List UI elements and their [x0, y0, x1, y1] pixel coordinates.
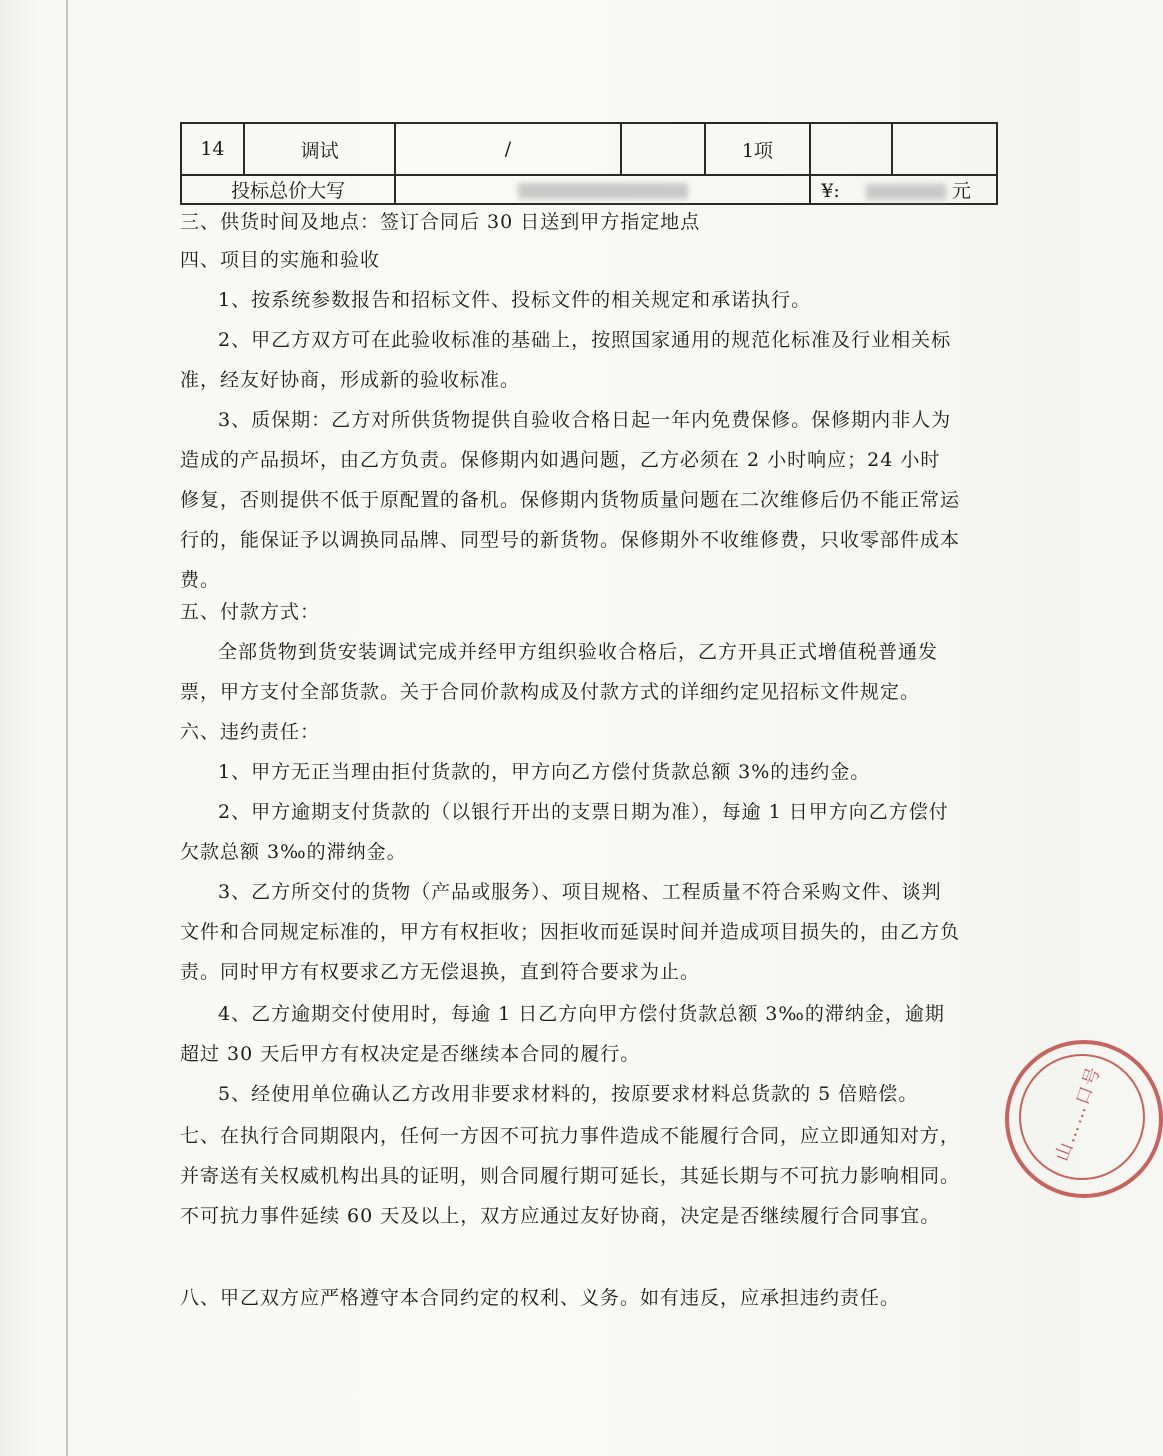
section-5-payment: 全部货物到货安装调试完成并经甲方组织验收合格后，乙方开具正式增值税普通发票，甲方支付全部货款。关于合同价款构成及付款方式的详细约定见招标文件规定。 — [180, 641, 939, 703]
currency-suffix: 元 — [951, 180, 971, 202]
total-row — [181, 175, 997, 204]
section-8-obligations: 八、甲乙双方应严格遵守本合同约定的权利、义务。如有违反，应承担违约责任。 — [180, 1287, 901, 1309]
currency-prefix: ¥: — [821, 180, 840, 202]
total-amount-cell — [810, 175, 997, 204]
section-6-title: 六、违约责任： — [180, 721, 321, 743]
empty-cell — [621, 123, 705, 175]
row-number: 14 — [181, 123, 244, 175]
empty-cell — [810, 123, 892, 175]
company-seal-stamp — [1005, 1040, 1163, 1198]
table-row — [181, 123, 997, 175]
section-4-item-2: 2、甲乙方双方可在此验收标准的基础上，按照国家通用的规范化标准及行业相关标准，经友好协商，形成新的验收标准。 — [180, 329, 952, 391]
total-amount-words-redacted — [395, 175, 810, 204]
total-label: 投标总价大写 — [181, 175, 395, 204]
section-4-item-1: 1、按系统参数报告和招标文件、投标文件的相关规定和承诺执行。 — [218, 289, 812, 311]
section-4-item-3: 3、质保期：乙方对所供货物提供自验收合格日起一年内免费保修。保修期内非人为造成的产品损坏，由乙方负责。保修期内如遇问题，乙方必须在 2 小时响应；24 小时修复，否则提供不低于原配置的备机。保修期内货物质量问题在二次维修后仍不能正常运行的，能保证予以调换同品牌、同型号的新货物。保修期外不收维修费，只收零部件成本费。 — [180, 409, 961, 591]
section-4-title: 四、项目的实施和验收 — [180, 249, 381, 271]
seal-text: 山……口号 — [1051, 1062, 1106, 1165]
section-6-item-5: 5、经使用单位确认乙方改用非要求材料的，按原要求材料总货款的 5 倍赔偿。 — [218, 1083, 919, 1105]
item-name: 调试 — [244, 123, 395, 175]
section-6-item-4: 4、乙方逾期交付使用时，每逾 1 日乙方向甲方偿付货款总额 3‰的滞纳金，逾期超过 30 天后甲方有权决定是否继续本合同的履行。 — [180, 1003, 945, 1065]
item-quantity: 1项 — [705, 123, 811, 175]
section-6-item-3: 3、乙方所交付的货物（产品或服务）、项目规格、工程质量不符合采购文件、谈判文件和合同规定标准的，甲方有权拒收；因拒收而延误时间并造成项目损失的，由乙方负责。同时甲方有权要求乙方无偿退换，直到符合要求为止。 — [180, 881, 961, 983]
section-3-delivery: 三、供货时间及地点：签订合同后 30 日送到甲方指定地点 — [180, 211, 701, 233]
empty-cell — [892, 123, 997, 175]
item-table — [180, 122, 998, 205]
binding-line — [66, 0, 68, 1456]
redaction-blur — [866, 184, 946, 200]
item-spec: / — [395, 123, 620, 175]
section-6-item-1: 1、甲方无正当理由拒付货款的，甲方向乙方偿付货款总额 3%的违约金。 — [218, 761, 871, 783]
section-6-item-2: 2、甲方逾期支付货款的（以银行开出的支票日期为准），每逾 1 日甲方向乙方偿付欠款总额 3‰的滞纳金。 — [180, 801, 949, 863]
section-7-force-majeure: 七、在执行合同期限内，任何一方因不可抗力事件造成不能履行合同，应立即通知对方，并寄送有关权威机构出具的证明，则合同履行期可延长，其延长期与不可抗力影响相同。不可抗力事件延续 60 天及以上，双方应通过友好协商，决定是否继续履行合同事宜。 — [180, 1125, 961, 1227]
section-5-title: 五、付款方式： — [180, 601, 321, 623]
redaction-blur — [518, 183, 688, 199]
